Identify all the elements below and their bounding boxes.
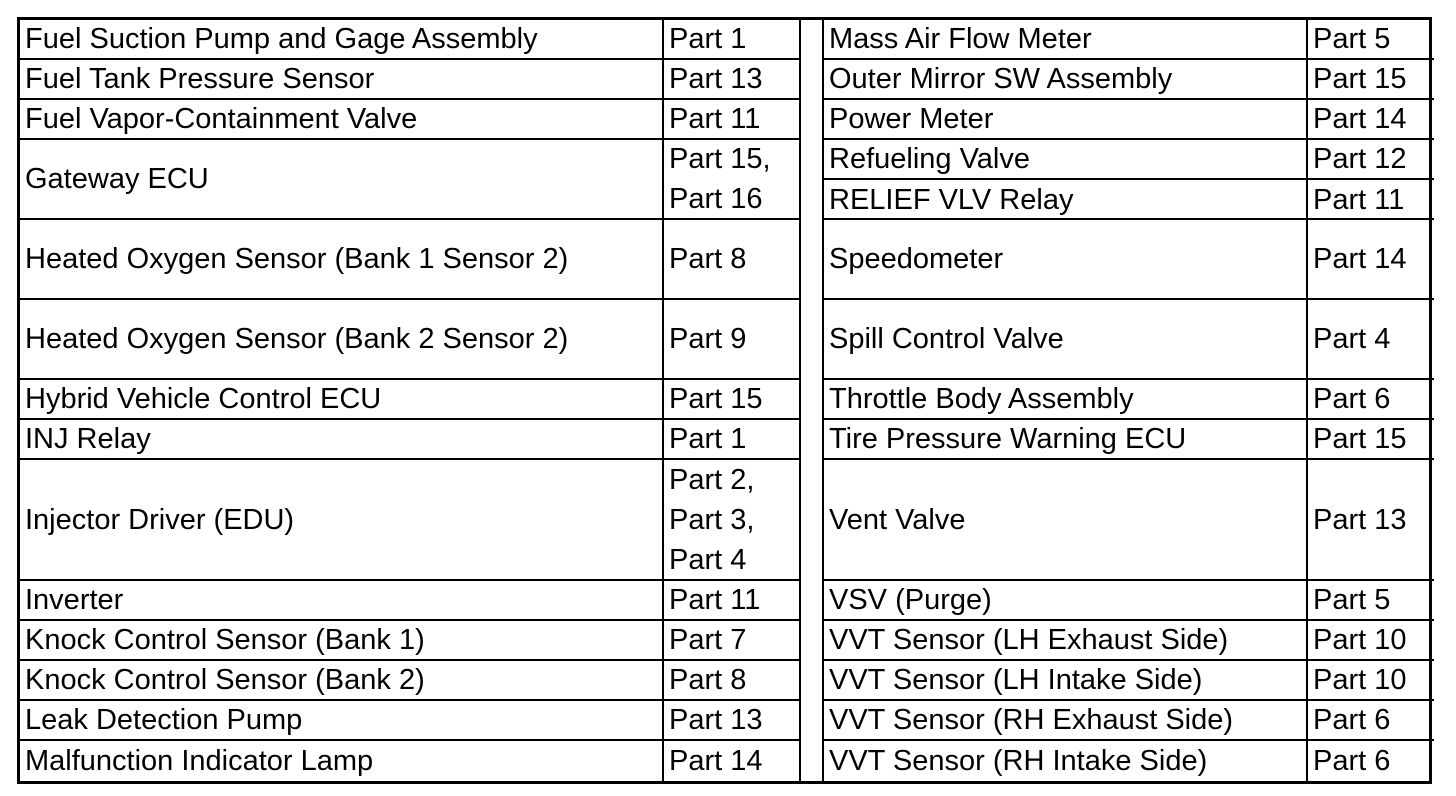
table-row xyxy=(824,140,1434,220)
component-name: Throttle Body Assembly xyxy=(824,380,1308,418)
component-name: Injector Driver (EDU) xyxy=(20,460,664,579)
table-row xyxy=(20,661,799,701)
component-name: Heated Oxygen Sensor (Bank 2 Sensor 2) xyxy=(20,300,664,378)
table-row xyxy=(20,741,799,781)
component-name: Vent Valve xyxy=(824,460,1308,579)
table-row xyxy=(20,140,799,220)
component-name: Tire Pressure Warning ECU xyxy=(824,420,1308,458)
part-reference: Part 9 xyxy=(669,323,747,355)
part-reference: Part 5 xyxy=(1313,584,1391,616)
part-reference: Part 13 xyxy=(669,704,763,736)
part-reference: Part 11 xyxy=(1313,184,1405,216)
part-reference: Part 2, Part 3, Part 4 xyxy=(669,463,755,576)
table-row xyxy=(824,20,1434,60)
part-reference: Part 6 xyxy=(1313,745,1391,777)
table-row xyxy=(824,741,1434,781)
table-row xyxy=(20,380,799,420)
component-name: VSV (Purge) xyxy=(824,581,1308,619)
table-row xyxy=(824,60,1434,100)
table-row xyxy=(824,661,1434,701)
component-name: Hybrid Vehicle Control ECU xyxy=(20,380,664,418)
parts-index-table xyxy=(17,17,1432,784)
component-name: Knock Control Sensor (Bank 2) xyxy=(20,661,664,699)
component-name: INJ Relay xyxy=(20,420,664,458)
component-name: Leak Detection Pump xyxy=(20,701,664,739)
table-row xyxy=(824,100,1434,140)
table-row xyxy=(20,701,799,741)
component-name: Heated Oxygen Sensor (Bank 1 Sensor 2) xyxy=(20,220,664,298)
component-name: Inverter xyxy=(20,581,664,619)
component-name: Fuel Tank Pressure Sensor xyxy=(20,60,664,98)
component-name: VVT Sensor (RH Exhaust Side) xyxy=(824,701,1308,739)
table-row xyxy=(824,220,1434,300)
table-row xyxy=(824,380,1434,420)
table-row xyxy=(20,20,799,60)
part-reference: Part 15 xyxy=(1313,63,1407,95)
table-row xyxy=(20,220,799,300)
part-reference: Part 12 xyxy=(1313,143,1407,175)
component-name: Outer Mirror SW Assembly xyxy=(824,60,1308,98)
component-name: VVT Sensor (RH Intake Side) xyxy=(824,741,1308,781)
table-row xyxy=(20,581,799,621)
table-row xyxy=(20,300,799,380)
part-reference: Part 13 xyxy=(669,63,763,95)
table-row xyxy=(20,60,799,100)
component-name: Power Meter xyxy=(824,100,1308,138)
right-column xyxy=(822,20,1434,781)
part-reference: Part 1 xyxy=(669,423,747,455)
component-name: Knock Control Sensor (Bank 1) xyxy=(20,621,664,659)
part-reference: Part 11 xyxy=(669,584,761,616)
part-reference: Part 1 xyxy=(669,23,747,55)
table-row xyxy=(20,420,799,460)
part-reference: Part 8 xyxy=(669,243,747,275)
table-row xyxy=(824,621,1434,661)
part-reference: Part 6 xyxy=(1313,704,1391,736)
table-subrow xyxy=(824,180,1434,220)
component-name: Mass Air Flow Meter xyxy=(824,20,1308,58)
component-name: VVT Sensor (LH Intake Side) xyxy=(824,661,1308,699)
part-reference: Part 14 xyxy=(669,745,763,777)
part-reference: Part 8 xyxy=(669,664,747,696)
component-name: Malfunction Indicator Lamp xyxy=(20,741,664,781)
component-name: Spill Control Valve xyxy=(824,300,1308,378)
component-name: RELIEF VLV Relay xyxy=(824,180,1308,220)
table-row xyxy=(824,420,1434,460)
component-name: Gateway ECU xyxy=(20,140,664,218)
component-name: Refueling Valve xyxy=(824,140,1308,178)
part-reference: Part 5 xyxy=(1313,23,1391,55)
component-name: Fuel Vapor-Containment Valve xyxy=(20,100,664,138)
part-reference: Part 10 xyxy=(1313,664,1407,696)
part-reference: Part 13 xyxy=(1313,503,1407,536)
part-reference: Part 11 xyxy=(669,103,761,135)
part-reference: Part 15 xyxy=(669,383,763,415)
table-row xyxy=(20,100,799,140)
table-subrow xyxy=(824,140,1434,180)
component-name: Speedometer xyxy=(824,220,1308,298)
part-reference: Part 4 xyxy=(1313,323,1391,355)
part-reference: Part 6 xyxy=(1313,383,1391,415)
table-row xyxy=(824,300,1434,380)
component-name: Fuel Suction Pump and Gage Assembly xyxy=(20,20,664,58)
part-reference: Part 7 xyxy=(669,624,747,656)
table-row xyxy=(824,701,1434,741)
part-reference: Part 10 xyxy=(1313,624,1407,656)
table-row xyxy=(824,460,1434,581)
component-name: VVT Sensor (LH Exhaust Side) xyxy=(824,621,1308,659)
left-column xyxy=(20,20,801,781)
table-row xyxy=(824,581,1434,621)
part-reference: Part 14 xyxy=(1313,103,1407,135)
table-row xyxy=(20,621,799,661)
part-reference: Part 15 xyxy=(1313,423,1407,455)
table-row xyxy=(20,460,799,581)
part-reference: Part 15, Part 16 xyxy=(669,143,771,215)
part-reference: Part 14 xyxy=(1313,243,1407,275)
